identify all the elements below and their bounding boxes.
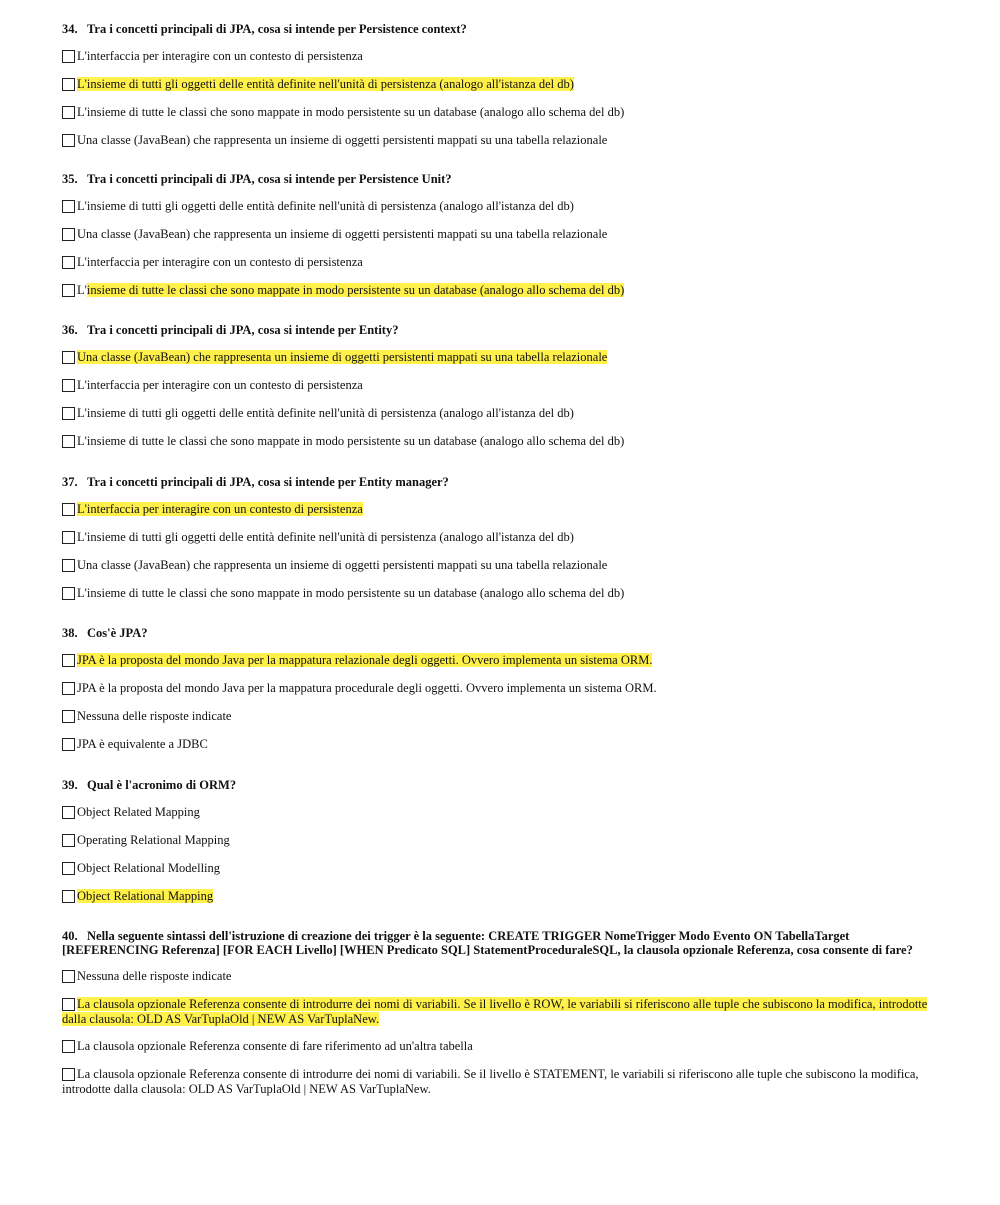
correct-answer-highlight: Object Relational Mapping <box>77 889 214 903</box>
answer-option[interactable] <box>62 805 937 820</box>
answer-checkbox[interactable] <box>62 78 75 91</box>
option-text: La clausola opzionale Referenza consente di introdurre dei nomi di variabili. Se il livello è STATEMENT, le variabili si riferiscono alle tuple che subiscono la modifica, introdotte dalla clausola: OLD AS VarTuplaOld | NEW AS VarTuplaNew. <box>62 1067 919 1096</box>
option-text: L'insieme di tutti gli oggetti delle entità definite nell'unità di persistenza (analogo all'istanza del db) <box>77 530 574 544</box>
answer-option[interactable] <box>62 1067 937 1097</box>
option-text: L'insieme di tutti gli oggetti delle entità definite nell'unità di persistenza (analogo all'istanza del db) <box>77 406 574 420</box>
answer-checkbox[interactable] <box>62 970 75 983</box>
option-text: Una classe (JavaBean) che rappresenta un insieme di oggetti persistenti mappati su una tabella relazionale <box>77 133 608 147</box>
question-text: Tra i concetti principali di JPA, cosa si intende per Persistence Unit? <box>87 172 452 186</box>
correct-answer-highlight: La clausola opzionale Referenza consente di introdurre dei nomi di variabili. Se il livello è ROW, le variabili si riferiscono alle tuple che subiscono la modifica, introdotte dalla clausola: OLD AS VarTuplaOld | NEW AS VarTuplaNew. <box>62 997 928 1026</box>
answer-checkbox[interactable] <box>62 1040 75 1053</box>
answer-checkbox[interactable] <box>62 256 75 269</box>
question-heading <box>62 626 942 640</box>
correct-answer-highlight: Una classe (JavaBean) che rappresenta un insieme di oggetti persistenti mappati su una tabella relazionale <box>77 350 608 364</box>
question-heading <box>62 929 942 957</box>
answer-checkbox[interactable] <box>62 806 75 819</box>
option-text: Operating Relational Mapping <box>77 833 230 847</box>
question-heading <box>62 475 942 489</box>
answer-checkbox[interactable] <box>62 200 75 213</box>
answer-checkbox[interactable] <box>62 587 75 600</box>
option-text: Una classe (JavaBean) che rappresenta un insieme di oggetti persistenti mappati su una tabella relazionale <box>77 227 608 241</box>
question-34 <box>62 22 942 147</box>
question-38 <box>62 626 942 751</box>
option-text: L'insieme di tutte le classi che sono mappate in modo persistente su un database (analogo allo schema del db) <box>77 434 625 448</box>
answer-option[interactable] <box>62 1039 937 1054</box>
answer-option[interactable] <box>62 227 937 242</box>
answer-option[interactable] <box>62 199 937 214</box>
answer-checkbox[interactable] <box>62 379 75 392</box>
answer-option[interactable] <box>62 502 937 517</box>
question-text: Cos'è JPA? <box>87 626 148 640</box>
answer-checkbox[interactable] <box>62 106 75 119</box>
question-heading <box>62 323 942 337</box>
question-35 <box>62 172 942 297</box>
answer-option[interactable] <box>62 889 937 904</box>
answer-option[interactable] <box>62 969 937 984</box>
answer-checkbox[interactable] <box>62 503 75 516</box>
answer-option[interactable] <box>62 133 937 148</box>
answer-option[interactable] <box>62 709 937 724</box>
answer-option[interactable] <box>62 997 937 1027</box>
answer-option[interactable] <box>62 558 937 573</box>
option-prefix: L' <box>77 283 87 297</box>
answer-option[interactable] <box>62 406 937 421</box>
correct-answer-highlight: L'insieme di tutti gli oggetti delle entità definite nell'unità di persistenza (analogo all'istanza del db) <box>77 77 574 91</box>
option-text: L'interfaccia per interagire con un contesto di persistenza <box>77 255 363 269</box>
answer-checkbox[interactable] <box>62 228 75 241</box>
answer-option[interactable] <box>62 681 937 696</box>
option-text: Object Related Mapping <box>77 805 200 819</box>
option-text: JPA è la proposta del mondo Java per la mappatura procedurale degli oggetti. Ovvero implementa un sistema ORM. <box>77 681 657 695</box>
question-text: Qual è l'acronimo di ORM? <box>87 778 237 792</box>
answer-checkbox[interactable] <box>62 134 75 147</box>
answer-checkbox[interactable] <box>62 1068 75 1081</box>
question-39 <box>62 778 942 903</box>
question-heading <box>62 22 942 36</box>
option-text: Nessuna delle risposte indicate <box>77 969 232 983</box>
answer-option[interactable] <box>62 49 937 64</box>
question-40 <box>62 929 942 1096</box>
question-text: Tra i concetti principali di JPA, cosa si intende per Entity? <box>87 323 399 337</box>
answer-option[interactable] <box>62 833 937 848</box>
option-text: Nessuna delle risposte indicate <box>77 709 232 723</box>
correct-answer-highlight: L'interfaccia per interagire con un contesto di persistenza <box>77 502 363 516</box>
option-text: JPA è equivalente a JDBC <box>77 737 208 751</box>
question-37 <box>62 475 942 600</box>
answer-checkbox[interactable] <box>62 351 75 364</box>
question-number: 38. <box>62 626 78 640</box>
question-text: Tra i concetti principali di JPA, cosa si intende per Persistence context? <box>87 22 467 36</box>
question-number: 36. <box>62 323 78 337</box>
answer-option[interactable] <box>62 737 937 752</box>
question-heading <box>62 778 942 792</box>
correct-answer-highlight: insieme di tutte le classi che sono mappate in modo persistente su un database (analogo allo schema del db) <box>86 283 625 297</box>
question-36 <box>62 323 942 448</box>
answer-checkbox[interactable] <box>62 682 75 695</box>
answer-option[interactable] <box>62 105 937 120</box>
answer-option[interactable] <box>62 378 937 393</box>
answer-option[interactable] <box>62 530 937 545</box>
answer-option[interactable] <box>62 255 937 270</box>
option-text: L'insieme di tutte le classi che sono mappate in modo persistente su un database (analogo allo schema del db) <box>77 586 625 600</box>
answer-option[interactable] <box>62 653 937 668</box>
answer-checkbox[interactable] <box>62 531 75 544</box>
answer-option[interactable] <box>62 861 937 876</box>
option-text: Una classe (JavaBean) che rappresenta un insieme di oggetti persistenti mappati su una tabella relazionale <box>77 558 608 572</box>
question-text: Nella seguente sintassi dell'istruzione di creazione dei trigger è la seguente: CREATE TRIGGER NomeTrigger Modo Evento ON TabellaTarget [REFERENCING Referenza] [FOR EACH Livello] [WHEN Predicato SQL] StatementProceduraleSQL, la clausola opzionale Referenza, cosa consente di fare? <box>62 929 913 957</box>
question-number: 39. <box>62 778 78 792</box>
answer-option[interactable] <box>62 283 937 298</box>
answer-checkbox[interactable] <box>62 738 75 751</box>
option-text: Object Relational Modelling <box>77 861 221 875</box>
answer-checkbox[interactable] <box>62 50 75 63</box>
answer-checkbox[interactable] <box>62 407 75 420</box>
option-text: L'insieme di tutte le classi che sono mappate in modo persistente su un database (analogo allo schema del db) <box>77 105 625 119</box>
option-text: L'interfaccia per interagire con un contesto di persistenza <box>77 49 363 63</box>
answer-checkbox[interactable] <box>62 998 75 1011</box>
option-text: La clausola opzionale Referenza consente di fare riferimento ad un'altra tabella <box>77 1039 473 1053</box>
answer-checkbox[interactable] <box>62 710 75 723</box>
option-text: L'insieme di tutti gli oggetti delle entità definite nell'unità di persistenza (analogo all'istanza del db) <box>77 199 574 213</box>
question-number: 37. <box>62 475 78 489</box>
question-text: Tra i concetti principali di JPA, cosa si intende per Entity manager? <box>87 475 449 489</box>
answer-option[interactable] <box>62 434 937 449</box>
question-number: 34. <box>62 22 78 36</box>
answer-option[interactable] <box>62 77 937 92</box>
answer-checkbox[interactable] <box>62 890 75 903</box>
answer-checkbox[interactable] <box>62 284 75 297</box>
answer-checkbox[interactable] <box>62 559 75 572</box>
question-number: 35. <box>62 172 78 186</box>
correct-answer-highlight: JPA è la proposta del mondo Java per la mappatura relazionale degli oggetti. Ovvero implementa un sistema ORM. <box>77 653 653 667</box>
answer-option[interactable] <box>62 350 937 365</box>
question-number: 40. <box>62 929 78 943</box>
answer-option[interactable] <box>62 586 937 601</box>
answer-checkbox[interactable] <box>62 834 75 847</box>
answer-checkbox[interactable] <box>62 435 75 448</box>
answer-checkbox[interactable] <box>62 654 75 667</box>
option-text: L'interfaccia per interagire con un contesto di persistenza <box>77 378 363 392</box>
question-heading <box>62 172 942 186</box>
answer-checkbox[interactable] <box>62 862 75 875</box>
